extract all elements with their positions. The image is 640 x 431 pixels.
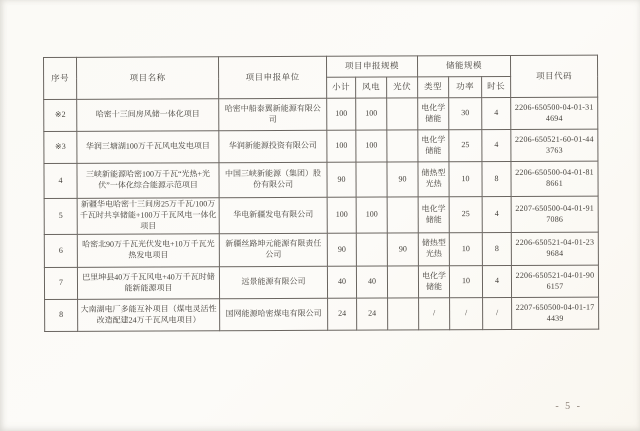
table-row — [44, 161, 598, 198]
header-storage-duration: 时长 — [482, 76, 511, 97]
row-pv: 90 — [387, 162, 418, 197]
row-seq: 6 — [44, 234, 77, 267]
row-storage-type: 储热型光热 — [418, 233, 449, 266]
row-storage-type: 电化学储能 — [418, 98, 449, 130]
header-seq: 序号 — [44, 57, 77, 99]
row-pv — [387, 197, 418, 233]
header-subtotal: 小计 — [327, 77, 356, 98]
row-wind — [356, 162, 387, 197]
header-project-name: 项目名称 — [77, 57, 219, 100]
project-table — [43, 55, 599, 332]
row-subtotal: 100 — [327, 130, 356, 162]
row-project-code: 2206-650500-04-01-818661 — [511, 161, 598, 196]
row-seq: 4 — [44, 163, 77, 198]
row-project-name: 大南湖电厂多能互补项目（煤电灵活性改造配建24万千瓦风电项目） — [78, 299, 220, 332]
row-storage-type: 电化学储能 — [418, 197, 449, 233]
row-project-name: 哈密北90万千瓦光伏发电+10万千瓦光热发电项目 — [77, 234, 219, 268]
row-storage-type: 电化学储能 — [418, 130, 449, 162]
row-storage-duration: 4 — [482, 97, 511, 129]
row-project-name: 巴里坤县40万千瓦风电+40万千瓦时储能新能源项目 — [77, 267, 219, 300]
row-subtotal: 100 — [327, 98, 356, 130]
row-wind: 100 — [356, 98, 387, 130]
row-subtotal: 100 — [327, 197, 356, 233]
row-seq: ※3 — [44, 131, 77, 163]
row-org: 新疆丝路坤元能源有限责任公司 — [219, 233, 327, 266]
row-pv: 90 — [387, 233, 418, 266]
row-wind: 24 — [357, 298, 388, 330]
table-row — [44, 232, 598, 267]
row-seq: 7 — [44, 267, 77, 299]
row-subtotal: 40 — [327, 266, 356, 298]
table-row — [44, 265, 598, 299]
row-org: 哈密中船泰翼新能源有限公司 — [219, 98, 327, 130]
row-subtotal: 90 — [327, 162, 356, 197]
row-seq: ※2 — [44, 99, 77, 131]
header-project-code: 项目代码 — [510, 55, 597, 97]
row-pv — [387, 266, 418, 298]
header-org: 项目申报单位 — [219, 56, 327, 98]
table-row — [44, 196, 598, 234]
row-subtotal: 24 — [328, 298, 357, 330]
row-subtotal: 90 — [327, 233, 356, 266]
row-storage-power: 10 — [449, 162, 482, 197]
row-seq: 8 — [45, 299, 78, 331]
row-wind: 100 — [356, 130, 387, 162]
page-number: - 5 - — [555, 401, 582, 412]
row-project-code: 2207-650500-04-01-917086 — [511, 196, 598, 232]
row-project-name: 新疆华电哈密十三间房25万千瓦/100万千瓦时共享储能+100万千瓦风电一体化项目 — [77, 198, 219, 235]
row-project-code: 2206-650521-04-01-239684 — [511, 232, 598, 265]
row-project-code: 2206-650500-04-01-314694 — [511, 97, 598, 129]
row-pv — [388, 298, 419, 330]
header-storage-power: 功率 — [449, 77, 482, 98]
row-storage-power: 25 — [449, 197, 482, 233]
header-wind: 风电 — [356, 77, 387, 98]
row-storage-type: 电化学储能 — [418, 266, 449, 298]
row-org: 华电新疆发电有限公司 — [219, 197, 327, 233]
row-project-name: 三峡新能源哈密100万千瓦“光热+光伏”一体化综合能源示范项目 — [77, 163, 219, 199]
row-storage-duration: / — [483, 297, 512, 329]
row-wind: 100 — [356, 197, 387, 233]
row-project-code: 2206-650521-04-01-906157 — [511, 265, 598, 297]
row-pv — [387, 130, 418, 162]
row-project-code: 2207-650500-04-01-174439 — [512, 297, 599, 329]
table-row — [44, 97, 598, 131]
row-storage-duration: 4 — [482, 129, 511, 161]
row-project-name: 华润三塘湖100万千瓦风电发电项目 — [77, 131, 219, 164]
row-storage-duration: 8 — [482, 232, 511, 265]
row-storage-duration: 4 — [482, 196, 511, 232]
row-storage-power: / — [450, 298, 483, 330]
row-storage-power: 25 — [449, 130, 482, 162]
row-storage-power: 10 — [449, 266, 482, 298]
row-org: 远景能源有限公司 — [219, 266, 327, 298]
row-org: 国网能源哈密煤电有限公司 — [220, 298, 328, 330]
row-seq: 5 — [44, 198, 77, 234]
row-project-name: 哈密十三间房风储一体化项目 — [77, 99, 219, 132]
row-org: 中国三峡新能源（集团）股份有限公司 — [219, 162, 327, 197]
row-wind: 40 — [356, 266, 387, 298]
header-storage-type: 类型 — [418, 77, 449, 98]
row-org: 华润新能源投资有限公司 — [219, 130, 327, 162]
row-pv — [387, 98, 418, 130]
row-storage-type: / — [419, 298, 450, 330]
header-pv: 光伏 — [387, 77, 418, 98]
table-row — [45, 297, 599, 331]
row-storage-duration: 8 — [482, 161, 511, 196]
row-storage-duration: 4 — [482, 265, 511, 297]
row-wind — [356, 233, 387, 266]
row-storage-power: 10 — [449, 233, 482, 266]
header-declared-scale-group: 项目申报规模 — [326, 56, 417, 77]
table-row — [44, 129, 598, 163]
row-storage-type: 储热型光热 — [418, 162, 449, 197]
row-project-code: 2206-650521-60-01-443763 — [511, 129, 598, 161]
row-storage-power: 30 — [449, 98, 482, 130]
header-storage-scale-group: 储能规模 — [417, 55, 510, 76]
